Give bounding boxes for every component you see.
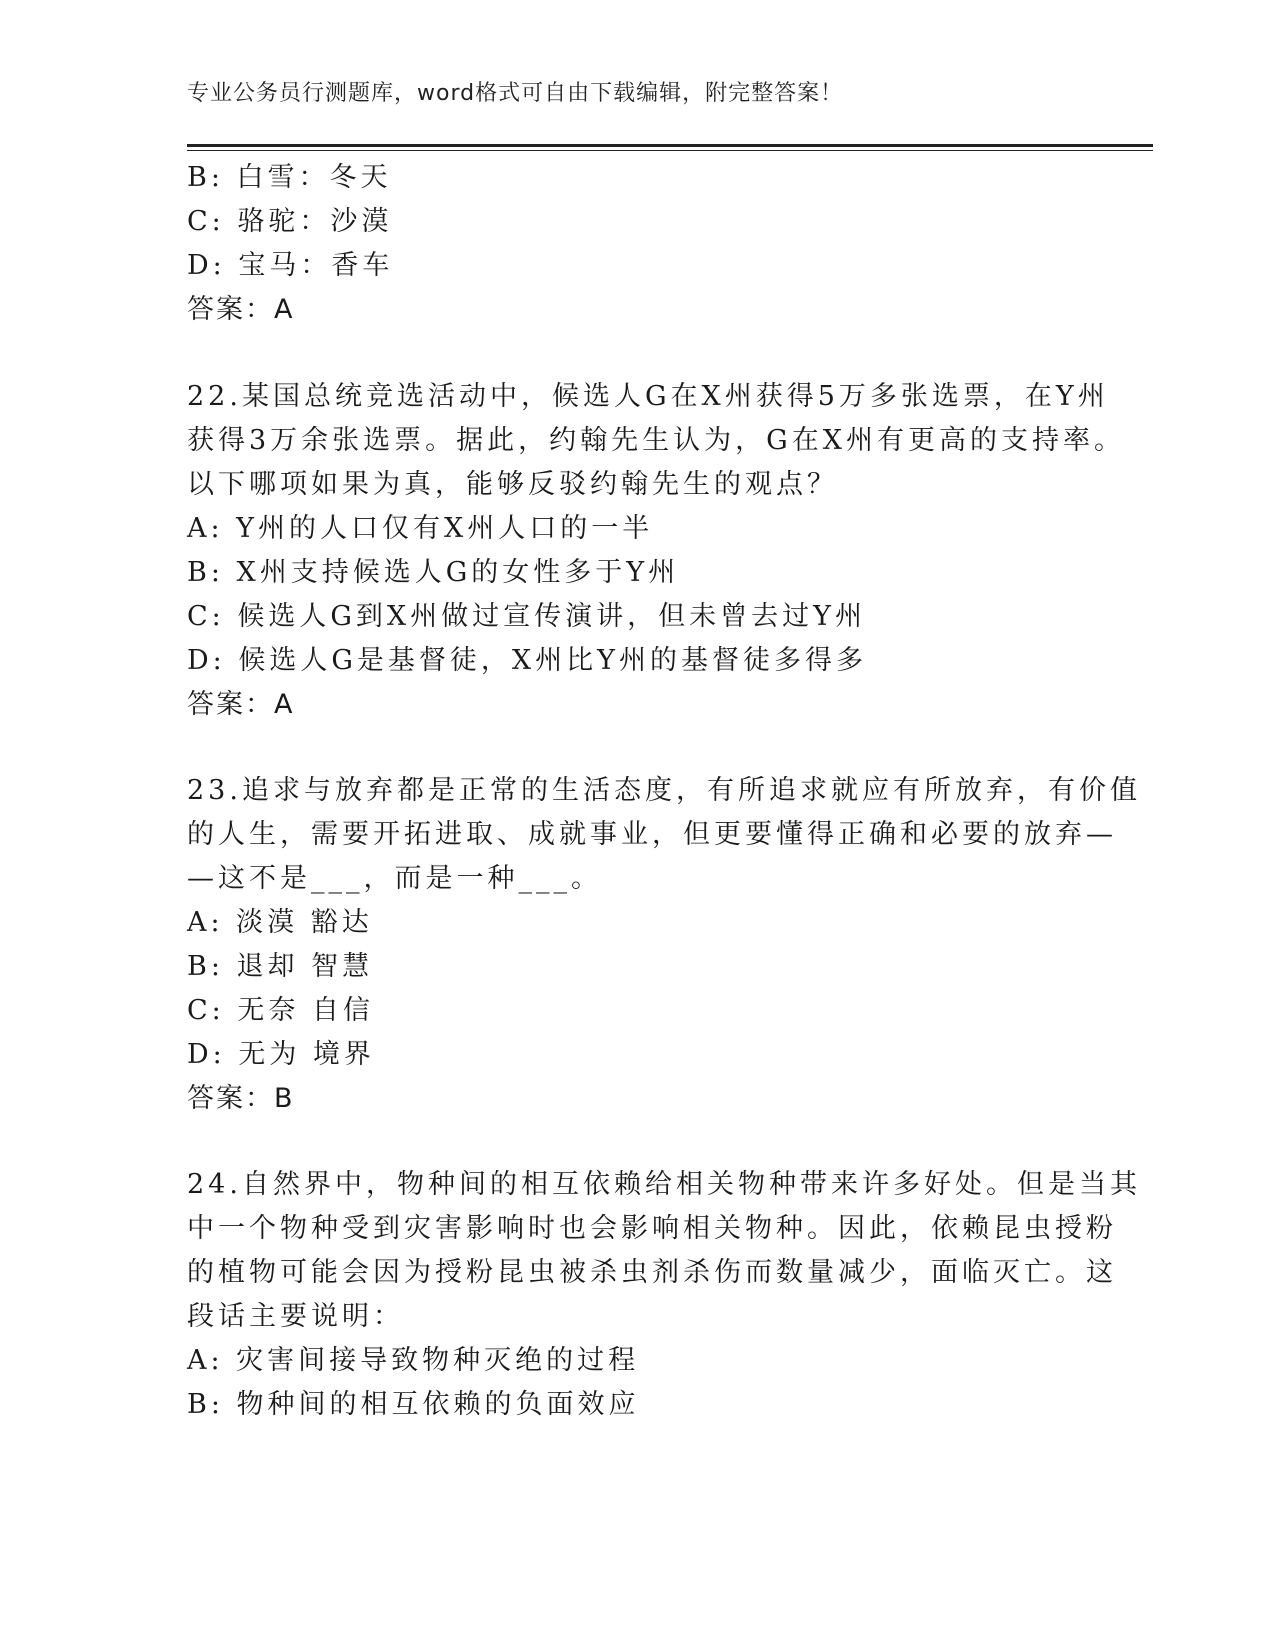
q23-option-b: B: 退却 智慧 [187,951,374,982]
q23-stem-line: —这不是___，而是一种___。 [187,863,602,894]
q24-stem-line: 段话主要说明： [187,1301,404,1332]
q24-stem-line: 24.自然界中，物种间的相互依赖给相关物种带来许多好处。但是当其 [187,1169,1141,1200]
header-rule-thick [187,144,1153,147]
q22-option-d: D: 候选人G是基督徒，X州比Y州的基督徒多得多 [187,645,867,676]
q21-option-b: B: 白雪：冬天 [187,162,392,193]
q24-option-b: B: 物种间的相互依赖的负面效应 [187,1389,640,1420]
q22-answer: 答案：A [187,689,295,720]
q24-stem-line: 中一个物种受到灾害影响时也会影响相关物种。因此，依赖昆虫授粉 [187,1213,1117,1244]
q23-stem-line: 23.追求与放弃都是正常的生活态度，有所追求就应有所放弃，有价值 [187,775,1141,806]
q24-option-a: A: 灾害间接导致物种灭绝的过程 [187,1345,640,1376]
q21-option-d: D: 宝马：香车 [187,250,394,281]
q23-option-d: D: 无为 境界 [187,1039,375,1070]
q22-stem-line: 以下哪项如果为真，能够反驳约翰先生的观点？ [187,469,838,500]
header-rule-thin [187,150,1153,151]
q23-answer: 答案：B [187,1083,295,1114]
q23-stem-line: 的人生，需要开拓进取、成就事业，但更要懂得正确和必要的放弃— [187,819,1117,850]
q24-stem-line: 的植物可能会因为授粉昆虫被杀虫剂杀伤而数量减少，面临灭亡。这 [187,1257,1117,1288]
q22-stem-line: 22.某国总统竞选活动中，候选人G在X州获得5万多张选票，在Y州 [187,381,1109,412]
page-header: 专业公务员行测题库，word格式可自由下载编辑，附完整答案！ [187,81,844,106]
q22-option-a: A: Y州的人口仅有X州人口的一半 [187,513,654,544]
q21-answer: 答案：A [187,294,295,325]
q21-option-c: C: 骆驼：沙漠 [187,206,393,237]
q22-option-c: C: 候选人G到X州做过宣传演讲，但未曾去过Y州 [187,601,866,632]
q22-stem-line: 获得3万余张选票。据此，约翰先生认为，G在X州有更高的支持率。 [187,425,1125,456]
q23-option-a: A: 淡漠 豁达 [187,907,373,938]
q22-option-b: B: X州支持候选人G的女性多于Y州 [187,557,680,588]
q23-option-c: C: 无奈 自信 [187,995,374,1026]
